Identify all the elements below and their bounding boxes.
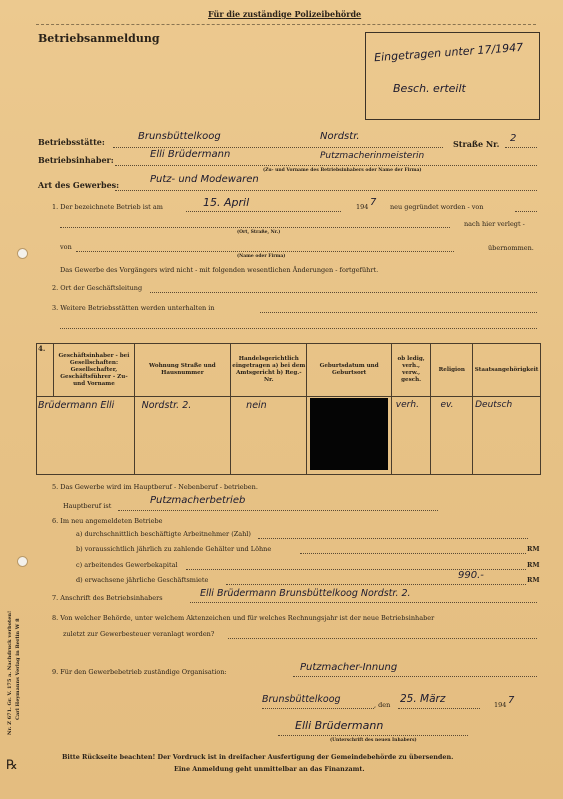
inhaber-note: (Zu- und Vorname des Betriebsinhabers oder Name der Firma)	[263, 168, 422, 173]
hw-owner-name: Brüdermann Elli	[38, 400, 115, 411]
q3-line	[260, 312, 537, 313]
strasse-nr-line	[505, 147, 537, 148]
hw-owner-religion: ev.	[440, 400, 454, 410]
owners-table	[36, 343, 541, 475]
hw-hauptberuf: Putzmacherbetrieb	[150, 495, 246, 506]
hw-miete: 990.-	[458, 570, 484, 581]
printer-note: Nr. Z 671. Gr. V. 175 a. Nachdruck verboten!	[7, 610, 13, 735]
label-art-des-gewerbes: Art des Gewerbes:	[38, 180, 120, 190]
punch-hole-top	[17, 248, 28, 259]
hw-datum: 15. April	[203, 196, 250, 209]
th-owner: Geschäftsinhaber - bei Gesellschaften: Gesellschafter, Geschäftsführer - Zu- und Vorname	[54, 344, 134, 397]
hw-jahr: 7	[370, 197, 377, 208]
hw-owner-status: verh.	[395, 400, 419, 410]
q1-end-line	[515, 211, 537, 212]
hw-ort: Brunsbüttelkoog	[138, 131, 221, 142]
art-line	[115, 190, 537, 191]
q6c-rm: RM	[527, 561, 540, 569]
publisher-note: Carl Heymanns Verlag in Berlin W 8	[15, 618, 21, 720]
th-nationality: Staatsangehörigkeit	[473, 344, 541, 397]
q6c-label: c) arbeitendes Gewerbekapital	[76, 561, 178, 569]
q1-name-line	[76, 251, 454, 252]
label-strasse: Straße Nr.	[453, 139, 500, 149]
owners-table-header	[37, 344, 541, 397]
q1-suffix: neu gegründet worden - von	[390, 203, 484, 211]
authority-heading: Für die zuständige Polizeibehörde	[208, 9, 362, 19]
q6-label: 6. Im neu angemeldeten Betriebe	[52, 517, 163, 525]
hw-signature: Elli Brüdermann	[295, 719, 384, 732]
hw-organisation: Putzmacher-Innung	[300, 662, 398, 673]
inhaber-line	[115, 165, 537, 166]
q8-label: 8. Von welcher Behörde, unter welchem Aktenzeichen und für welches Rechnungsjahr ist der neue Betriebsinhaber	[52, 614, 435, 622]
th-address: Wohnung Straße und Hausnummer	[134, 344, 231, 397]
q1-year-prefix: 194	[356, 203, 369, 211]
punch-hole-bottom	[17, 556, 28, 567]
th-religion: Religion	[431, 344, 473, 397]
footer-line-1: Bitte Rückseite beachten! Der Vordruck ist in dreifacher Ausfertigung der Gemeindebehörde zu übersenden.	[62, 753, 454, 761]
name-note: (Name oder Firma)	[237, 254, 286, 259]
q1-uebernommen: übernommen.	[488, 244, 534, 252]
ort-note: (Ort, Straße, Nr.)	[237, 230, 281, 235]
th-status: ob ledig, verh., verw., gesch.	[391, 344, 431, 397]
hw-sign-year: 7	[508, 695, 515, 706]
cut-line	[36, 24, 536, 25]
hw-sign-date: 25. März	[400, 693, 446, 705]
stamp-entry: Eingetragen unter 17/1947	[373, 40, 524, 65]
hw-anschrift: Elli Brüdermann Brunsbüttelkoog Nordstr. 2.	[200, 588, 411, 599]
q2-line	[150, 292, 537, 293]
publisher-logo: ℞	[6, 758, 18, 773]
q7-label: 7. Anschrift des Betriebsinhabers	[52, 594, 163, 602]
q1-vorgaenger: Das Gewerbe des Vorgängers wird nicht - mit folgenden wesentlichen Änderungen - fortgeführt.	[60, 266, 379, 274]
th-register: Handelsgerichtlich eingetragen a) bei dem Amtsgericht b) Reg.-Nr.	[231, 344, 307, 397]
stamp-note: Besch. erteilt	[393, 82, 466, 95]
q6a-line	[258, 538, 528, 539]
q9-line	[293, 676, 537, 677]
hw-owner-address: Nordstr. 2.	[141, 400, 192, 411]
hw-inhaber: Elli Brüdermann	[150, 149, 231, 160]
q6a-label: a) durchschnittlich beschäftigte Arbeitnehmer (Zahl)	[76, 530, 251, 538]
q1-verlegt: nach hier verlegt -	[464, 220, 525, 228]
redaction-block	[310, 398, 388, 470]
betriebsstaette-line	[113, 147, 443, 148]
q1-von: von	[60, 243, 72, 251]
hauptberuf-line	[118, 510, 438, 511]
hw-art: Putz- und Modewaren	[150, 174, 259, 185]
hw-sign-place: Brunsbüttelkoog	[262, 694, 341, 705]
sign-place-line	[262, 708, 374, 709]
den-label: , den	[374, 701, 391, 709]
form-title: Betriebsanmeldung	[38, 32, 160, 45]
th-number: 4.	[37, 344, 54, 397]
signature-line	[278, 735, 468, 736]
q8-line	[228, 638, 537, 639]
sign-date-line	[398, 708, 480, 709]
q3-line-2	[60, 328, 537, 329]
hw-strasse-nr: 2	[510, 133, 517, 144]
signature-note: (Unterschrift des neuen Inhabers)	[330, 738, 417, 743]
label-betriebsinhaber: Betriebsinhaber:	[38, 155, 114, 165]
th-birth: Geburtsdatum und Geburtsort	[307, 344, 391, 397]
q1-date-line	[186, 211, 341, 212]
label-betriebsstaette: Betriebsstätte:	[38, 137, 105, 147]
hw-owner-register: nein	[246, 400, 267, 411]
q8-label-2: zuletzt zur Gewerbesteuer veranlagt worden?	[63, 630, 215, 638]
q6b-line	[300, 553, 526, 554]
q6d-line	[226, 584, 526, 585]
hauptberuf-label: Hauptberuf ist	[63, 502, 112, 510]
q1-label: 1. Der bezeichnete Betrieb ist am	[52, 203, 163, 211]
q3-label: 3. Weitere Betriebsstätten werden unterhalten in	[52, 304, 215, 312]
q6b-label: b) voraussichtlich jährlich zu zahlende Gehälter und Löhne	[76, 545, 272, 553]
footer-line-2: Eine Anmeldung geht unmittelbar an das Finanzamt.	[174, 765, 365, 773]
q9-label: 9. Für den Gewerbebetrieb zuständige Organisation:	[52, 668, 227, 676]
q6b-rm: RM	[527, 545, 540, 553]
sign-year-prefix: 194	[494, 701, 507, 709]
hw-beruf: Putzmacherinmeisterin	[320, 151, 425, 161]
q6d-rm: RM	[527, 576, 540, 584]
q2-label: 2. Ort der Geschäftsleitung	[52, 284, 143, 292]
owners-table-row	[37, 397, 541, 475]
hw-owner-nationality: Deutsch	[475, 400, 513, 410]
q1-place-line	[60, 227, 450, 228]
q7-line	[190, 602, 537, 603]
q5-label: 5. Das Gewerbe wird im Hauptberuf - Nebenberuf - betrieben.	[52, 483, 258, 491]
hw-strasse: Nordstr.	[320, 131, 360, 142]
q6d-label: d) erwachsene jährliche Geschäftsmiete	[76, 576, 209, 584]
